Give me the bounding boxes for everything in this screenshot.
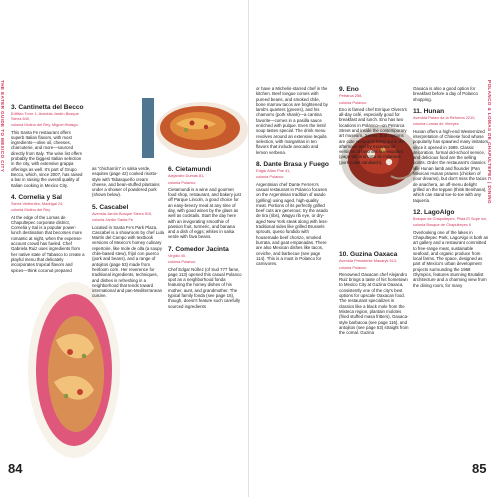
entry-address: Petrarca 258, [339, 93, 363, 99]
page-number-left: 84 [8, 461, 23, 476]
entry-district: colonia Polanco [168, 259, 196, 265]
entry-address: Alejandro Dumas 81, [168, 173, 205, 179]
entry-district: colonia Bosque de Chapultepec II [413, 222, 472, 228]
entry-address: Edgar Allan Poe 41, [256, 168, 291, 174]
column-5 [339, 86, 409, 341]
entry-body: Argentinian chef Dante Ferrero's casual restaurant in Polanco focuses on the Argentinian tradition of asado (grilling) using aged, high-quality meat. Portions of its perfectly grilled beef cuts are generous; try the asado de tira (ribs), Wagyu rib eye, or dry-aged New York steak along with less-traditional sides like grilled Brussels sprouts, queso fundido with housemade beef chorizo, smoked burrata, and goat empanadas. There are also Mexican dishes like tacos, ceviche, and barbecue (see page 114). This is a must in Polanco for carnivores. [256, 181, 328, 267]
column-4 [256, 86, 330, 272]
entry-body: Renowned Oaxacan chef Alejandro Ruiz brings a taste of his hometown to Mexico City at Guzina Oaxaca, consistently one of the city's best options for upscale Oaxacan food. The restaurant specializes in classics like a black mole from the Mixteca region, plantain molotes (fried stuffed masa fritters), Oaxaca-style barbacoa (see page 116), and antojitos (see page 53) straight from the comal. Guzina [339, 271, 409, 336]
entry-cietamundi [168, 166, 243, 240]
column-6 [413, 86, 489, 294]
entry-continuation: or have a Michelin-starred chef in the kitchen. Beef tongue comes with pureed beans, and smoked chile, bone marrow tacos are brightened by lamb's quarters (greens), and his chamorro (pork shank)—a cantina favorite—comes in a pasilla sauce enriched with pulque. Even the lentil soup tastes special. The drink menu revolves around an extensive tequila selection, with margaritas in ten flavors that include avocado and lemon verbena. [256, 86, 328, 155]
entry-body: Cietamundi is a wine and gourmet food shop, restaurant, and bakery just off Parque Lincoln, a good choice for an easy-breezy meal at any time of day, with good wines by the glass as well as cocktails. Start the day here with an invigorating smoothie of passion fruit, turmeric, and banana and a dish of eggs; whites in salsa verde with fava beans. [168, 186, 241, 240]
entry-district: colonia Polanco [256, 174, 284, 180]
entry-cornelia-y-sal [11, 194, 85, 273]
entry-address: Avenida Jardín Bosque Sierra 510, [92, 211, 153, 217]
entry-continuation: as "chicharrón" in salsa verde, esquites (page 42) cooked risotto-style with Tabasqueño cream cheese, and bean-stuffed plantains under a shower of powdered pork (shown below). [92, 166, 160, 198]
entry-guzina-oaxaca [339, 251, 409, 335]
column-3 [168, 166, 243, 315]
entry-body: Overlooking one of the lakes in Chapultepec Park, LagoAlgo is both an art gallery and a restaurant committed to free-range meat, sustainable seafood, and organic produce from local farms. The space, designed as part of Mexico's urban development projects surrounding the 1968 Olympics, features stunning Brutalist architecture and a charming view from the dining room, for many [413, 229, 489, 288]
entry-hunan [413, 108, 489, 203]
entry-title: 6. Cietamundi [168, 166, 212, 173]
column-1 [11, 104, 85, 279]
entry-title: 12. LagoAlgo [413, 208, 455, 216]
entry-district: colonia Molino del Rey [11, 207, 51, 213]
entry-body: This Santa Fe restaurant offers superb Italian flavors, with most ingredients—olive oil, cheeses, charcuterie, and more—sourced directly from Italy. The wine list offers probably the biggest Italian selection in the city, with extensive grappa offerings as well. It's part of Grupo Becco, which, since 2007, has raised a bar in raising the overall quality of Italian cooking in Mexico City. [11, 129, 83, 188]
entry-title: 10. Guzina Oaxaca [339, 251, 398, 259]
entry-body: At the edge of the Lomas de Chapultepec corporate district, Cornelia y Sal is a popular power-lunch destination that becomes more romantic at night, when the expense-account crowd has fueled. Chef Gabriela Ruiz uses ingredients from her native state of Tabasco to create a playful menu that delicately incorporates tropical flavors and spices—think coconut prepared [11, 214, 85, 273]
pasta-dish-photo [142, 90, 248, 160]
entry-body: Eno is famed chef Enrique Olvera's all-day café, especially good for breakfast and lunch. Eno has two locations in Polanco—on Petrarca Street and inside the contemporary art museum, Jumex. Both options are cute venues to hang out in the afternoon and try exceptional versions of favorites like esquites (page 55) and torta de milanesa (pork cutlet sandwich). [339, 106, 407, 165]
entry-district: colonia Polanco [168, 179, 196, 185]
entry-district: colonia Polanco [339, 264, 367, 270]
entry-title: 3. Cantinetta del Becco [11, 104, 84, 111]
entry-dante-brasa-y-fuego [256, 161, 330, 267]
running-head-right: POLANCO & LOMAS DE CHAPULTEPEC | DINING [487, 80, 492, 204]
page-number-right: 85 [472, 461, 487, 476]
entry-title: 7. Comedor Jacinta [168, 245, 229, 253]
entry-title: 4. Cornelia y Sal [11, 193, 62, 201]
entry-address: Bosque de Chapultepec, Pista El Sope s/n, [413, 216, 488, 222]
entry-eno [339, 86, 409, 165]
entry-title: 9. Eno [339, 86, 359, 93]
entry-body: Chef Edgar Núñez (of Sud 777 fame, page 113) opened this casual Polanco spot as a neighborhood fonda featuring the homey dishes of his mother, aunt, and grandmother. The typical family fonda (see page 16), though, doesn't feature such carefully sourced ingredients [168, 266, 242, 309]
entry-lagoalgo [413, 209, 489, 288]
entry-body: Hunan offers a high-end Westernized interpretation of Chinese food whose popularity has spawned many imitators since it opened in 1989. Classic decoration, formal old-school service, and delicious food are the selling points. Order the restaurant's classics like Hunan lamb and flounder (Pan Mexican Hunan prawns (chicken of your dreams), but don't miss the tacos de anachera, an off-menu delight grilled on the teppan (think Benihana), which can stand toe-to-toe with any taquería. [413, 128, 489, 203]
entry-address: Virgilio 40, [168, 253, 187, 258]
entry-cantinetta-del-becco [11, 104, 85, 188]
entry-cascabel [92, 204, 164, 299]
entry-comedor-jacinta [168, 246, 243, 309]
page-gutter [248, 0, 249, 497]
entry-district: colonia Molino del Rey, Miguel Hidalgo [11, 122, 78, 128]
entry-title: 11. Hunan [413, 107, 445, 115]
running-head-left: THE EATER GUIDE TO MEXICO CITY [0, 80, 5, 173]
entry-address: Edificio Torre 1, Avenida Jardín Bosque Sierra 640, [11, 111, 79, 122]
entry-title: 8. Dante Brasa y Fuego [256, 160, 329, 168]
entry-district: colonia Lomas de Virreyes [413, 121, 459, 127]
column-2 [92, 166, 164, 305]
entry-continuation: Oaxaca is also a good option for breakfast before a day of Polanco shopping. [413, 86, 478, 102]
entry-address: Sierra Vertientes, Madrigal 24, [11, 201, 64, 207]
entry-title: 5. Cascabel [92, 203, 129, 211]
entry-address: Avenida Presidente Masaryk 513, [339, 258, 398, 264]
entry-district: colonia Jardín Santa Fe [92, 217, 134, 223]
entry-address: Avenida Paseo de la Reforma 2210, [413, 115, 476, 121]
entry-body: Located in Santa Fe's Park Plaza, Cascabel is a showroom by chef Lula Martín del Campo with textbook versions of Mexico's homey culinary repertoire, like mole de olla (a soupy chile-based stew), frijol con puerco (pork and beans), and a range of antojitos (page 53) made from heirloom corn. Her reverence for traditional ingredients, techniques, and dishes is refreshing in a neighborhood that tends toward international and pan-Mediterranean cuisine. [92, 224, 164, 299]
entry-district: colonia Polanco [339, 99, 367, 105]
